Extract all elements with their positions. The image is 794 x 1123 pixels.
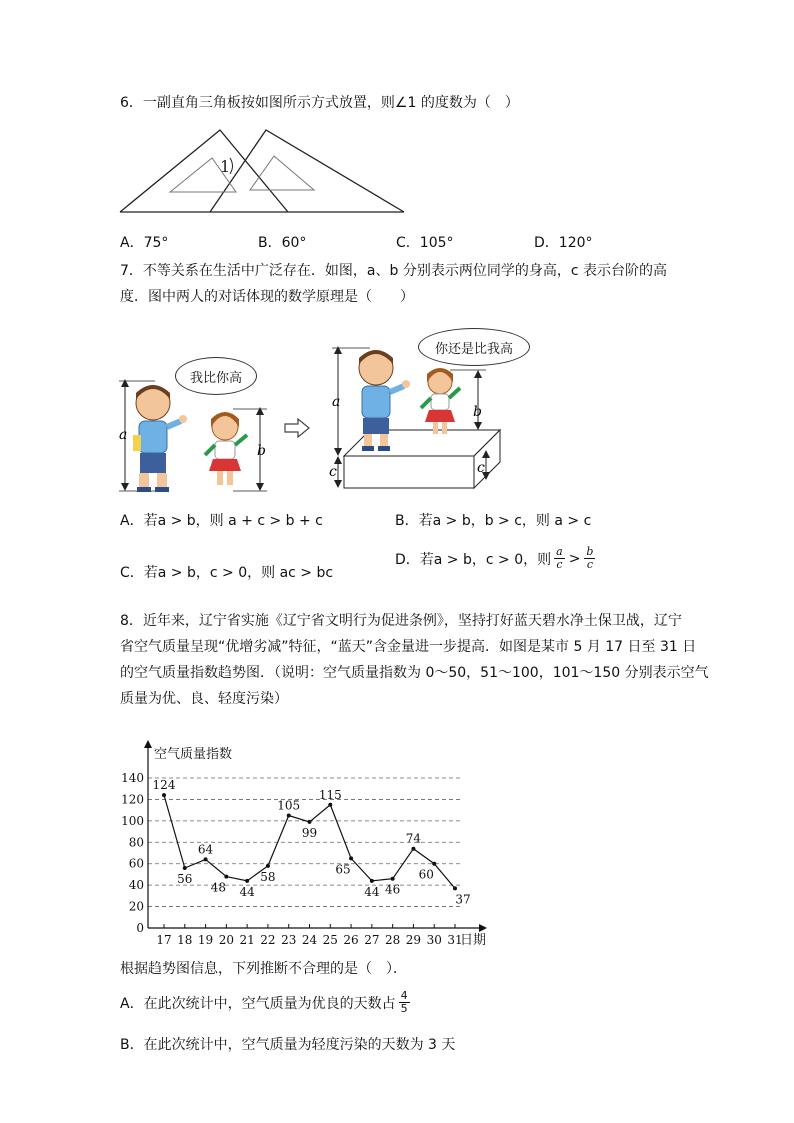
y-tick-label: 100	[121, 813, 144, 828]
x-tick-label: 17	[156, 933, 172, 947]
option-letter: A．	[120, 995, 144, 1012]
data-label: 37	[455, 892, 471, 907]
q8-option-a[interactable]	[120, 990, 410, 1015]
q6-option-d[interactable]	[534, 232, 593, 252]
option-text: 在此次统计中，空气质量为轻度污染的天数为 3 天	[143, 1037, 456, 1053]
data-point	[432, 862, 436, 866]
option-text: 在此次统计中，空气质量为优良的天数占	[143, 995, 396, 1012]
data-point	[266, 864, 270, 868]
fraction-a-over-c: $\frac{a}{c}$	[556, 545, 563, 571]
right-arrow-icon	[284, 418, 310, 438]
q8-option-b[interactable]	[120, 1034, 455, 1054]
data-point	[162, 793, 166, 797]
data-label: 99	[301, 825, 318, 840]
x-tick-label: 23	[281, 933, 297, 947]
q6-option-c[interactable]	[396, 232, 454, 252]
q6-option-b[interactable]	[258, 232, 306, 252]
y-tick-label: 20	[128, 899, 144, 914]
option-letter: A．	[120, 235, 144, 251]
q8-after-chart: 根据趋势图信息，下列推断不合理的是（ ）．	[120, 961, 407, 977]
svg-text:c: c	[477, 460, 485, 476]
svg-text:b: b	[473, 404, 482, 420]
option-text: 若a > b，b > c，则 a > c	[418, 513, 592, 529]
y-axis-arrow	[144, 740, 152, 748]
fraction-four-fifths: $\frac{4}{5}$	[400, 989, 408, 1015]
x-tick-label: 19	[197, 933, 214, 947]
svg-text:a: a	[332, 394, 341, 410]
bubble-right: 你还是比我高	[418, 328, 530, 366]
data-label: 60	[418, 867, 434, 882]
data-label: 44	[364, 884, 380, 899]
option-letter: B．	[258, 235, 282, 251]
chart-y-axis-label: 空气质量指数	[154, 747, 233, 762]
x-tick-label: 25	[322, 933, 338, 947]
data-point	[245, 879, 249, 883]
option-text: 75°	[143, 235, 169, 251]
y-tick-label: 80	[128, 835, 144, 850]
data-label: 65	[335, 862, 351, 877]
x-tick-label: 21	[239, 933, 255, 947]
x-tick-label: 27	[364, 933, 380, 947]
data-label: 64	[197, 842, 214, 857]
q7-left-figure	[115, 375, 275, 495]
q7-option-c[interactable]	[120, 562, 333, 582]
q7-option-d[interactable]	[395, 546, 595, 571]
q7-option-a[interactable]	[120, 510, 323, 530]
option-letter: C．	[120, 565, 144, 581]
angle-1-label: 1	[220, 157, 231, 176]
data-point	[370, 879, 374, 883]
data-label: 74	[405, 831, 422, 846]
q6-stem: 6．一副直角三角板按如图所示方式放置，则∠1 的度数为（ ）	[120, 95, 519, 111]
greater-than: >	[568, 550, 581, 567]
option-letter: C．	[396, 235, 420, 251]
option-text: 105°	[419, 235, 454, 251]
option-text: 若a > b，则 a + c > b + c	[143, 513, 323, 529]
triangle-figure	[118, 128, 410, 216]
x-tick-label: 28	[385, 933, 401, 947]
option-text: 若a > b，c > 0，则	[419, 551, 552, 568]
data-label: 56	[177, 872, 193, 886]
data-point	[349, 856, 353, 860]
y-tick-label: 140	[121, 771, 144, 785]
q8-stem-line3: 的空气质量指数趋势图．（说明：空气质量指数为 0～50，51～100，101～150 分别表示空气	[120, 665, 709, 681]
data-label: 115	[318, 787, 342, 802]
q7-stem-line2: 度．图中两人的对话体现的数学原理是（ ）	[120, 289, 414, 305]
y-tick-label: 120	[121, 792, 144, 807]
bubble-left: 我比你高	[175, 357, 257, 395]
data-point	[224, 875, 228, 879]
option-text: 120°	[558, 235, 593, 251]
data-point	[411, 847, 415, 851]
data-label: 48	[210, 880, 226, 895]
data-label: 105	[277, 798, 301, 813]
svg-text:b: b	[257, 443, 266, 459]
x-tick-label: 22	[260, 933, 276, 947]
data-point	[287, 814, 291, 818]
aqi-line-chart	[108, 736, 500, 950]
data-point	[328, 803, 332, 807]
y-tick-label: 0	[136, 921, 144, 935]
option-letter: D．	[534, 235, 559, 251]
x-tick-label: 31	[447, 933, 463, 947]
svg-text:a: a	[119, 427, 128, 443]
data-point	[204, 857, 208, 861]
option-letter: B．	[395, 513, 419, 529]
y-tick-label: 60	[128, 856, 144, 871]
x-axis-arrow	[479, 924, 487, 932]
chart-x-axis-label: 日期	[460, 933, 487, 948]
svg-text:c: c	[329, 464, 337, 480]
option-letter: D．	[395, 551, 420, 568]
data-point	[453, 886, 457, 890]
data-label: 44	[239, 884, 255, 899]
x-tick-label: 18	[177, 933, 193, 947]
x-tick-label: 20	[218, 933, 234, 947]
x-tick-label: 26	[343, 933, 359, 947]
fraction-b-over-c: $\frac{b}{c}$	[586, 545, 594, 571]
option-text: 60°	[281, 235, 307, 251]
option-text: 若a > b，c > 0，则 ac > bc	[143, 565, 334, 581]
option-letter: B．	[120, 1037, 144, 1053]
q8-stem-line1: 8．近年来，辽宁省实施《辽宁省文明行为促进条例》，坚持打好蓝天碧水净土保卫战，辽宁	[120, 613, 682, 629]
x-tick-label: 24	[301, 933, 318, 947]
q8-stem-line2: 省空气质量呈现“优增劣减”特征，“蓝天”含金量进一步提高．如图是某市 5 月 17 日至 31 日	[120, 639, 697, 655]
data-point	[391, 877, 395, 881]
x-tick-label: 29	[405, 933, 422, 947]
q7-option-b[interactable]	[395, 510, 591, 530]
data-label: 58	[260, 869, 276, 884]
data-point	[308, 820, 312, 824]
x-tick-label: 30	[426, 933, 442, 947]
data-label: 124	[152, 778, 176, 793]
y-tick-label: 40	[128, 878, 144, 893]
q8-stem-line4: 质量为优、良、轻度污染）	[120, 691, 288, 707]
data-label: 46	[385, 882, 401, 897]
q7-stem-line1: 7．不等关系在生活中广泛存在．如图，a、b 分别表示两位同学的身高，c 表示台阶的高	[120, 263, 667, 279]
q6-option-a[interactable]	[120, 232, 168, 252]
data-point	[183, 866, 187, 870]
option-letter: A．	[120, 513, 144, 529]
